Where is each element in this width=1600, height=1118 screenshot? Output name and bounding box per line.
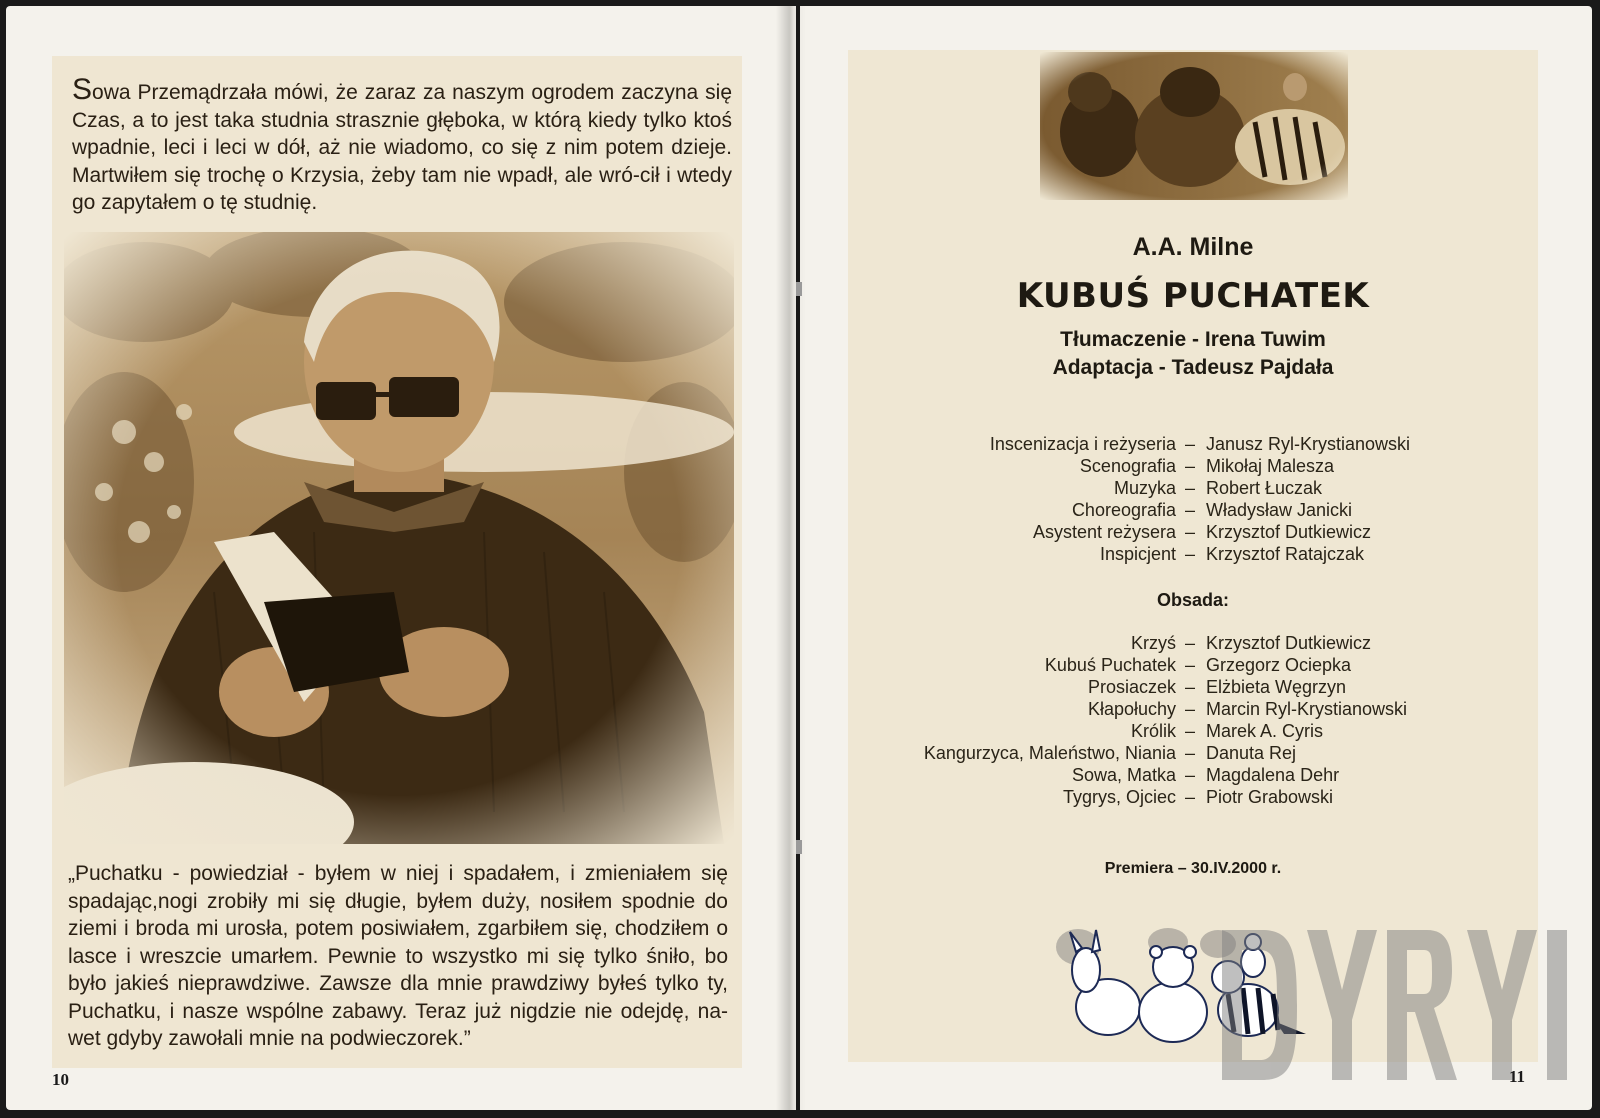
dash: –	[1184, 743, 1195, 763]
cast-role: Kubuś Puchatek	[1044, 655, 1176, 675]
crew-row	[848, 478, 1538, 500]
crew-row	[848, 544, 1538, 566]
crew-name: Krzysztof Dutkiewicz	[1206, 522, 1372, 542]
toys-photo	[1040, 52, 1348, 200]
crew-name: Władysław Janicki	[1206, 500, 1353, 520]
translation-credit: Tłumaczenie - Irena Tuwim	[1060, 328, 1326, 351]
watermark-logo	[1222, 930, 1572, 1080]
cast-name: Grzegorz Ociepka	[1206, 655, 1352, 675]
dash: –	[1184, 633, 1195, 653]
dash: –	[1184, 522, 1195, 542]
crew-role: Choreografia	[1071, 500, 1176, 520]
crew-row	[848, 456, 1538, 478]
dash: –	[1184, 699, 1195, 719]
crew-role: Scenografia	[1079, 456, 1176, 476]
cast-role: Kłapołuchy	[1087, 699, 1176, 719]
dash: –	[1184, 544, 1195, 564]
cast-name: Danuta Rej	[1206, 743, 1297, 763]
staple	[796, 282, 802, 296]
drop-cap: S	[72, 73, 93, 106]
crew-name: Janusz Ryl-Krystianowski	[1206, 434, 1411, 454]
bottom-paragraph: „Puchatku - powiedział - byłem w niej i spadałem, i zmieniałem się spadając,nogi zrobiły mi się długie, byłem duży, nosiłem spodnie do ziemi i broda mi urosła, potem posiwiałem, zgarbiłem się, chodziłem o lasce i wreszcie umarłem. Pewnie to wszystko mi się tylko śniło, bo było jakieś nieprawdziwe. Zawsze dla mnie prawdziwy byłeś tylko ty, Puchatku, i nasze wspólne zabawy. Teraz już nigdzie nie odejdę, na-wet gdyby zawołali mnie na podwieczorek.”	[68, 862, 728, 1050]
top-paragraph-text: owa Przemądrzała mówi, że zaraz za naszym ogrodem zaczyna się Czas, a to jest taka studnia strasznie głęboka, w którą kiedy tylko ktoś wpadnie, leci i leci w dół, aż nie wiadomo, co się z nim potem dzieje. Martwiłem się trochę o Krzysia, żeby tam nie wpadł, ale wró-cił i wtedy go zapytałem o tę studnię.	[72, 81, 732, 214]
dash: –	[1184, 456, 1195, 476]
dash: –	[1184, 787, 1195, 807]
cast-heading: Obsada:	[1156, 590, 1230, 610]
crew-name: Mikołaj Malesza	[1206, 456, 1335, 476]
crew-row	[848, 434, 1538, 456]
cast-role: Sowa, Matka	[1071, 765, 1176, 785]
cast-name: Marek A. Cyris	[1206, 721, 1324, 741]
cast-row	[848, 787, 1538, 809]
cast-name: Magdalena Dehr	[1206, 765, 1340, 785]
staple	[796, 840, 802, 854]
crew-role: Muzyka	[1113, 478, 1176, 498]
top-paragraph	[72, 73, 732, 217]
crew-name: Krzysztof Ratajczak	[1206, 544, 1365, 564]
crew-row	[848, 500, 1538, 522]
author-name: A.A. Milne	[1132, 233, 1254, 261]
cast-role: Krzyś	[1131, 633, 1176, 653]
dash: –	[1184, 721, 1195, 741]
crew-role: Inscenizacja i reżyseria	[989, 434, 1176, 454]
cast-row	[848, 677, 1538, 699]
crew-role: Inspicjent	[1099, 544, 1176, 564]
dash: –	[1184, 478, 1195, 498]
dash: –	[1184, 765, 1195, 785]
cast-row	[848, 633, 1538, 655]
cast-role: Kangurzyca, Maleństwo, Niania	[923, 743, 1176, 763]
cast-row	[848, 655, 1538, 677]
cast-name: Elżbieta Węgrzyn	[1206, 677, 1347, 697]
crew-row	[848, 522, 1538, 544]
premiere-date: Premiera – 30.IV.2000 r.	[1104, 860, 1282, 877]
cast-role: Tygrys, Ojciec	[1062, 787, 1176, 807]
cast-row	[848, 743, 1538, 765]
play-title: KUBUŚ PUCHATEK	[1016, 276, 1370, 316]
dash: –	[1184, 500, 1195, 520]
cast-name: Piotr Grabowski	[1206, 787, 1334, 807]
cast-role: Królik	[1130, 721, 1176, 741]
cast-role: Prosiaczek	[1087, 677, 1176, 697]
crew-role: Asystent reżysera	[1032, 522, 1176, 542]
cast-row	[848, 721, 1538, 743]
dash: –	[1184, 677, 1195, 697]
dash: –	[1184, 434, 1195, 454]
cast-name: Marcin Ryl-Krystianowski	[1206, 699, 1408, 719]
cast-name: Krzysztof Dutkiewicz	[1206, 633, 1372, 653]
author-portrait-photo	[64, 232, 734, 844]
cast-row	[848, 699, 1538, 721]
spine-shadow	[776, 6, 806, 1110]
page-number-left: 10	[52, 1070, 69, 1089]
cast-row	[848, 765, 1538, 787]
adaptation-credit: Adaptacja - Tadeusz Pajdała	[1052, 356, 1334, 379]
dash: –	[1184, 655, 1195, 675]
crew-name: Robert Łuczak	[1206, 478, 1323, 498]
page-number-right: 11	[1509, 1067, 1526, 1086]
